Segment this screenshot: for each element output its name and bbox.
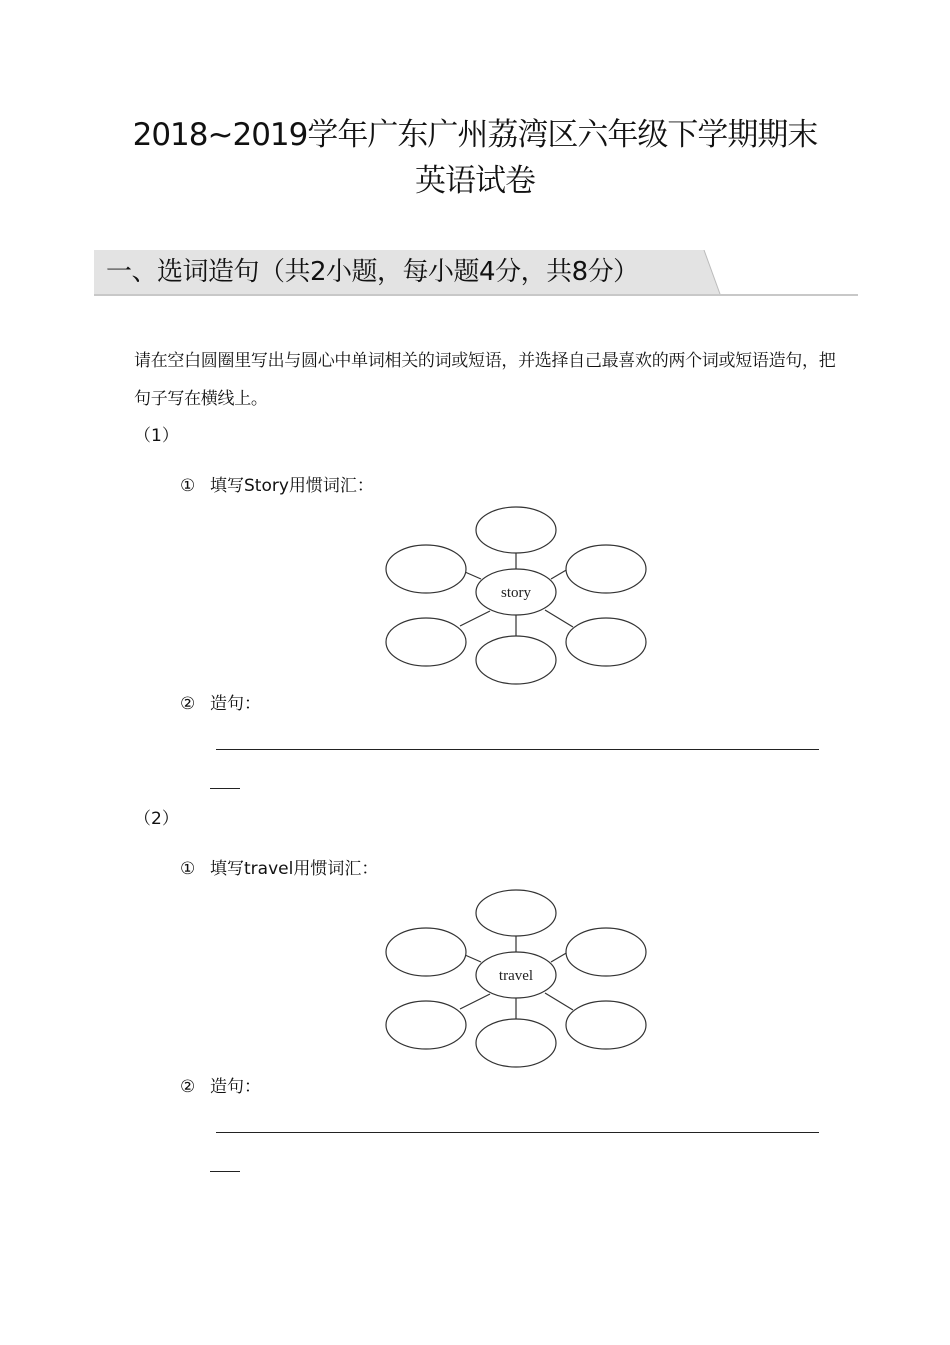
question-1-blank-circle-bottom[interactable]: [476, 636, 556, 684]
instruction-text: 请在空白圆圈里写出与圆心中单词相关的词或短语，并选择自己最喜欢的两个词或短语造句，把句子写在横线上。: [134, 351, 836, 409]
question-2-number: （2）: [134, 809, 179, 829]
question-2-sentence-marker: ②: [180, 1077, 196, 1097]
question-2-answer-line[interactable]: [216, 1132, 819, 1133]
document-title-line-1: 2018~2019学年广东广州荔湾区六年级下学期期末: [132, 117, 818, 153]
question-2-mindmap: [380, 885, 652, 1069]
question-1-fill-label: 填写Story用惯词汇：: [210, 476, 374, 496]
question-1-fill-marker: ①: [180, 476, 196, 496]
question-2-fill-prompt: [180, 857, 378, 881]
question-1-mindmap: [380, 502, 652, 686]
question-1-blank-circle-upper-left[interactable]: [386, 545, 466, 593]
question-1-sentence-prompt: [180, 692, 261, 716]
question-1-answer-line[interactable]: [216, 749, 819, 750]
document-title: [60, 112, 890, 204]
question-1-fill-prompt: [180, 474, 374, 498]
question-1-blank-circle-top[interactable]: [476, 507, 556, 553]
question-2-blank-circle-lower-left[interactable]: [386, 1001, 466, 1049]
question-2-center-word: travel: [498, 968, 534, 984]
question-1-blank-circle-lower-left[interactable]: [386, 618, 466, 666]
question-1-answer-line-end[interactable]: [210, 788, 240, 789]
question-1-center-word: story: [501, 585, 531, 601]
question-2-blank-circle-upper-right[interactable]: [566, 928, 646, 976]
section-header: [94, 250, 858, 296]
question-2-blank-circle-lower-right[interactable]: [566, 1001, 646, 1049]
question-1-sentence-marker: ②: [180, 694, 196, 714]
question-2-sentence-label: 造句：: [210, 1077, 261, 1097]
question-2-sentence-prompt: [180, 1075, 261, 1099]
question-1-blank-circle-lower-right[interactable]: [566, 618, 646, 666]
question-2-blank-circle-top[interactable]: [476, 890, 556, 936]
question-1-number: （1）: [134, 426, 179, 446]
question-2-answer-line-end[interactable]: [210, 1171, 240, 1172]
question-2-fill-marker: ①: [180, 859, 196, 879]
question-2-fill-label: 填写travel用惯词汇：: [210, 859, 379, 879]
question-2-blank-circle-bottom[interactable]: [476, 1019, 556, 1067]
document-title-line-2: 英语试卷: [415, 163, 535, 199]
question-2-blank-circle-upper-left[interactable]: [386, 928, 466, 976]
question-1-sentence-label: 造句：: [210, 694, 261, 714]
question-1-blank-circle-upper-right[interactable]: [566, 545, 646, 593]
section-title: 一、选词造句（共2小题，每小题4分，共8分）: [106, 257, 639, 287]
